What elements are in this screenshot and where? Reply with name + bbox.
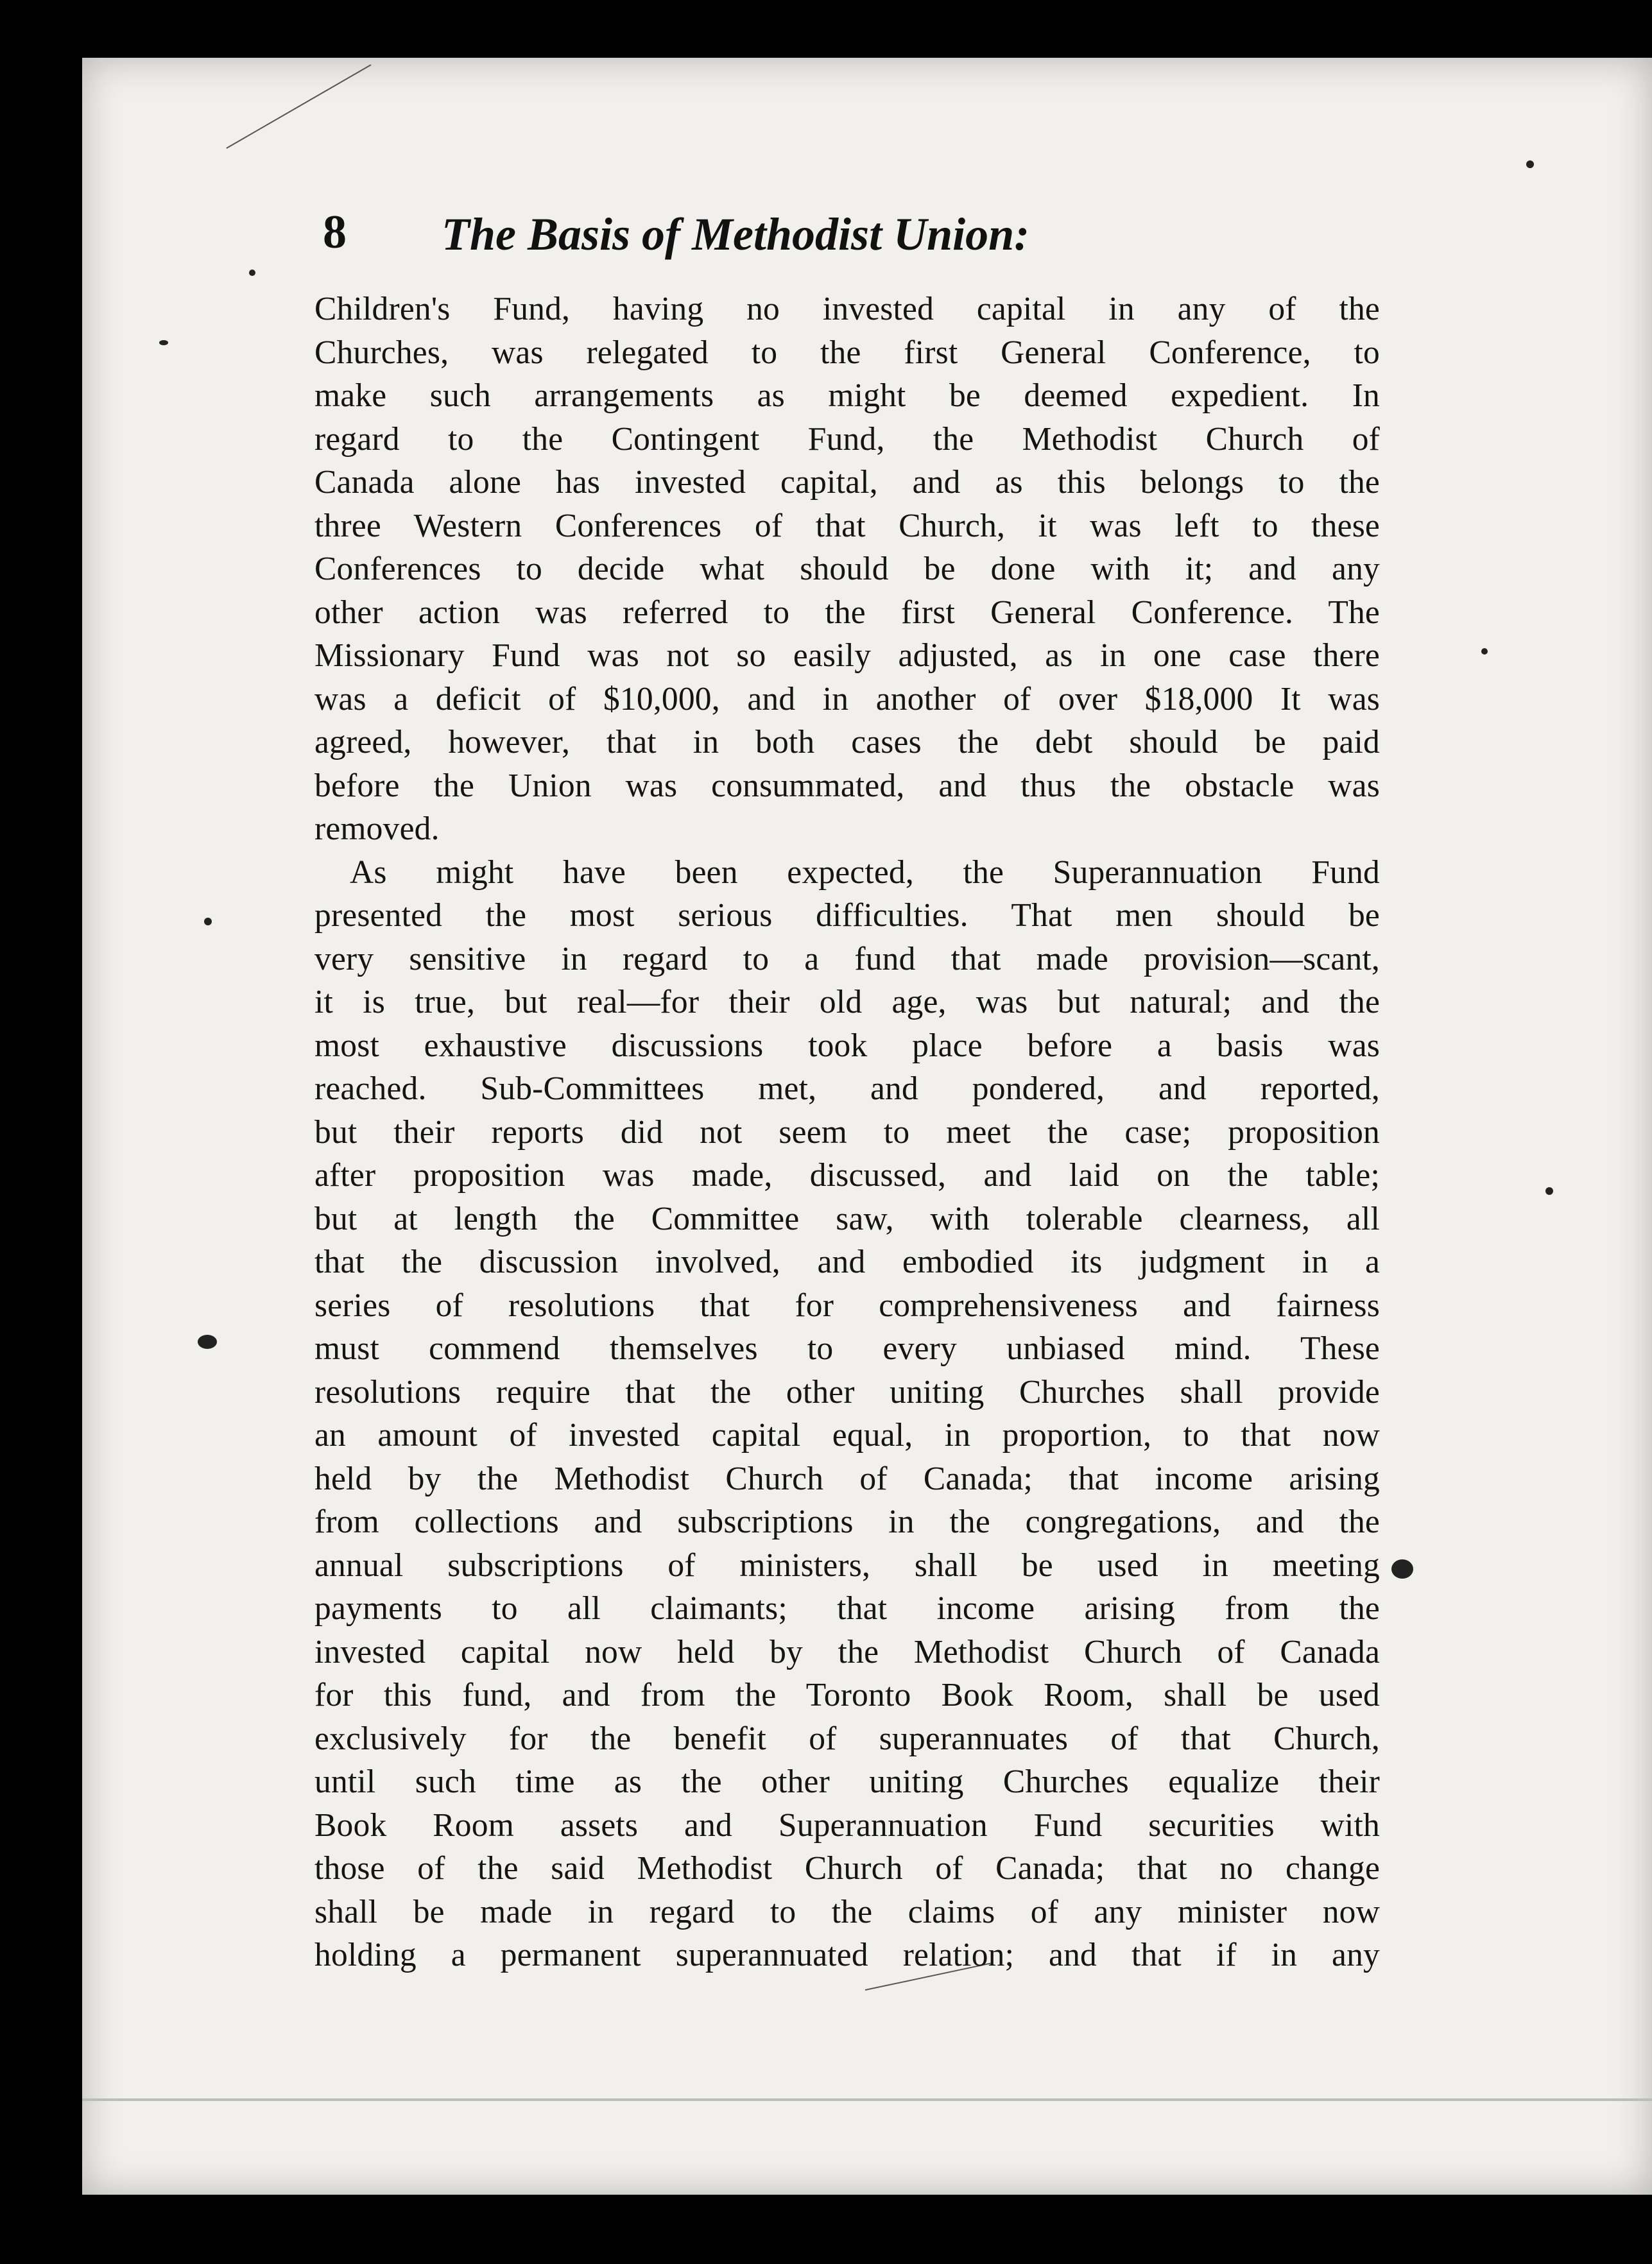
- text-line: agreed, however, that in both cases the debt should be paid: [314, 724, 1380, 760]
- scan-speckle: [1391, 1559, 1413, 1579]
- text-line: held by the Methodist Church of Canada; that income arising: [314, 1460, 1380, 1497]
- page-number: 8: [323, 206, 347, 259]
- text-line: other action was referred to the first General Conference. The: [314, 594, 1380, 631]
- text-line: after proposition was made, discussed, and laid on the table;: [314, 1157, 1380, 1194]
- text-line: was a deficit of $10,000, and in another of over $18,000 It was: [314, 680, 1380, 717]
- text-line: must commend themselves to every unbiased mind. These: [314, 1330, 1380, 1367]
- text-line: series of resolutions that for comprehensiveness and fairness: [314, 1287, 1380, 1324]
- text-line: very sensitive in regard to a fund that made provision—scant,: [314, 940, 1380, 977]
- text-line: Missionary Fund was not so easily adjusted, as in one case there: [314, 637, 1380, 674]
- scan-speckle: [198, 1335, 217, 1349]
- scan-speckle: [204, 918, 212, 925]
- body-text: [314, 287, 1380, 1977]
- text-line: holding a permanent superannuated relation; and that if in any: [314, 1937, 1380, 1973]
- text-line: Conferences to decide what should be done with it; and any: [314, 551, 1380, 587]
- text-line: but at length the Committee saw, with tolerable clearness, all: [314, 1200, 1380, 1237]
- text-line: annual subscriptions of ministers, shall be used in meeting: [314, 1547, 1380, 1584]
- text-line: until such time as the other uniting Churches equalize their: [314, 1763, 1380, 1800]
- text-line: Children's Fund, having no invested capital in any of the: [314, 291, 1380, 327]
- text-line: shall be made in regard to the claims of any minister now: [314, 1893, 1380, 1930]
- text-line: reached. Sub-Committees met, and pondered, and reported,: [314, 1070, 1380, 1107]
- page-edge-rule: [82, 2098, 1652, 2101]
- paragraph-1: [314, 287, 1380, 851]
- text-line: Book Room assets and Superannuation Fund securities with: [314, 1806, 1380, 1844]
- text-line: Canada alone has invested capital, and as this belongs to the: [314, 464, 1380, 501]
- text-line: presented the most serious difficulties. That men should be: [314, 897, 1380, 934]
- text-line: resolutions require that the other uniting Churches shall provide: [314, 1373, 1380, 1411]
- text-line: an amount of invested capital equal, in proportion, to that now: [314, 1417, 1380, 1454]
- text-line: most exhaustive discussions took place before a basis was: [314, 1027, 1380, 1064]
- text-line: those of the said Methodist Church of Canada; that no change: [314, 1850, 1380, 1887]
- scan-speckle: [1526, 160, 1534, 168]
- page-header: [323, 205, 1478, 276]
- text-line: removed.: [314, 810, 440, 847]
- running-head: The Basis of Methodist Union:: [442, 209, 1030, 260]
- scan-speckle: [249, 270, 255, 276]
- scan-speckle: [1545, 1187, 1553, 1195]
- text-line: but their reports did not seem to meet the case; proposition: [314, 1113, 1380, 1151]
- scan-speckle: [1481, 648, 1488, 655]
- scan-speckle: [159, 340, 168, 345]
- text-line: payments to all claimants; that income arising from the: [314, 1590, 1380, 1627]
- text-line: As might have been expected, the Superannuation Fund: [350, 853, 1380, 891]
- text-line: for this fund, and from the Toronto Book Room, shall be used: [314, 1677, 1380, 1713]
- paragraph-2: [314, 851, 1380, 1977]
- text-line: three Western Conferences of that Church, it was left to these: [314, 507, 1380, 544]
- text-line: before the Union was consummated, and thus the obstacle was: [314, 767, 1380, 804]
- text-line: make such arrangements as might be deemed expedient. In: [314, 377, 1380, 414]
- text-line: regard to the Contingent Fund, the Methodist Church of: [314, 420, 1380, 458]
- text-line: exclusively for the benefit of superannuates of that Church,: [314, 1720, 1380, 1757]
- text-line: it is true, but real—for their old age, was but natural; and the: [314, 984, 1380, 1020]
- text-line: invested capital now held by the Methodist Church of Canada: [314, 1633, 1380, 1670]
- scanned-page: [82, 58, 1652, 2195]
- text-line: that the discussion involved, and embodied its judgment in a: [314, 1244, 1380, 1280]
- scan-scratch: [226, 64, 371, 149]
- text-line: Churches, was relegated to the first General Conference, to: [314, 334, 1380, 371]
- text-line: from collections and subscriptions in the congregations, and the: [314, 1504, 1380, 1540]
